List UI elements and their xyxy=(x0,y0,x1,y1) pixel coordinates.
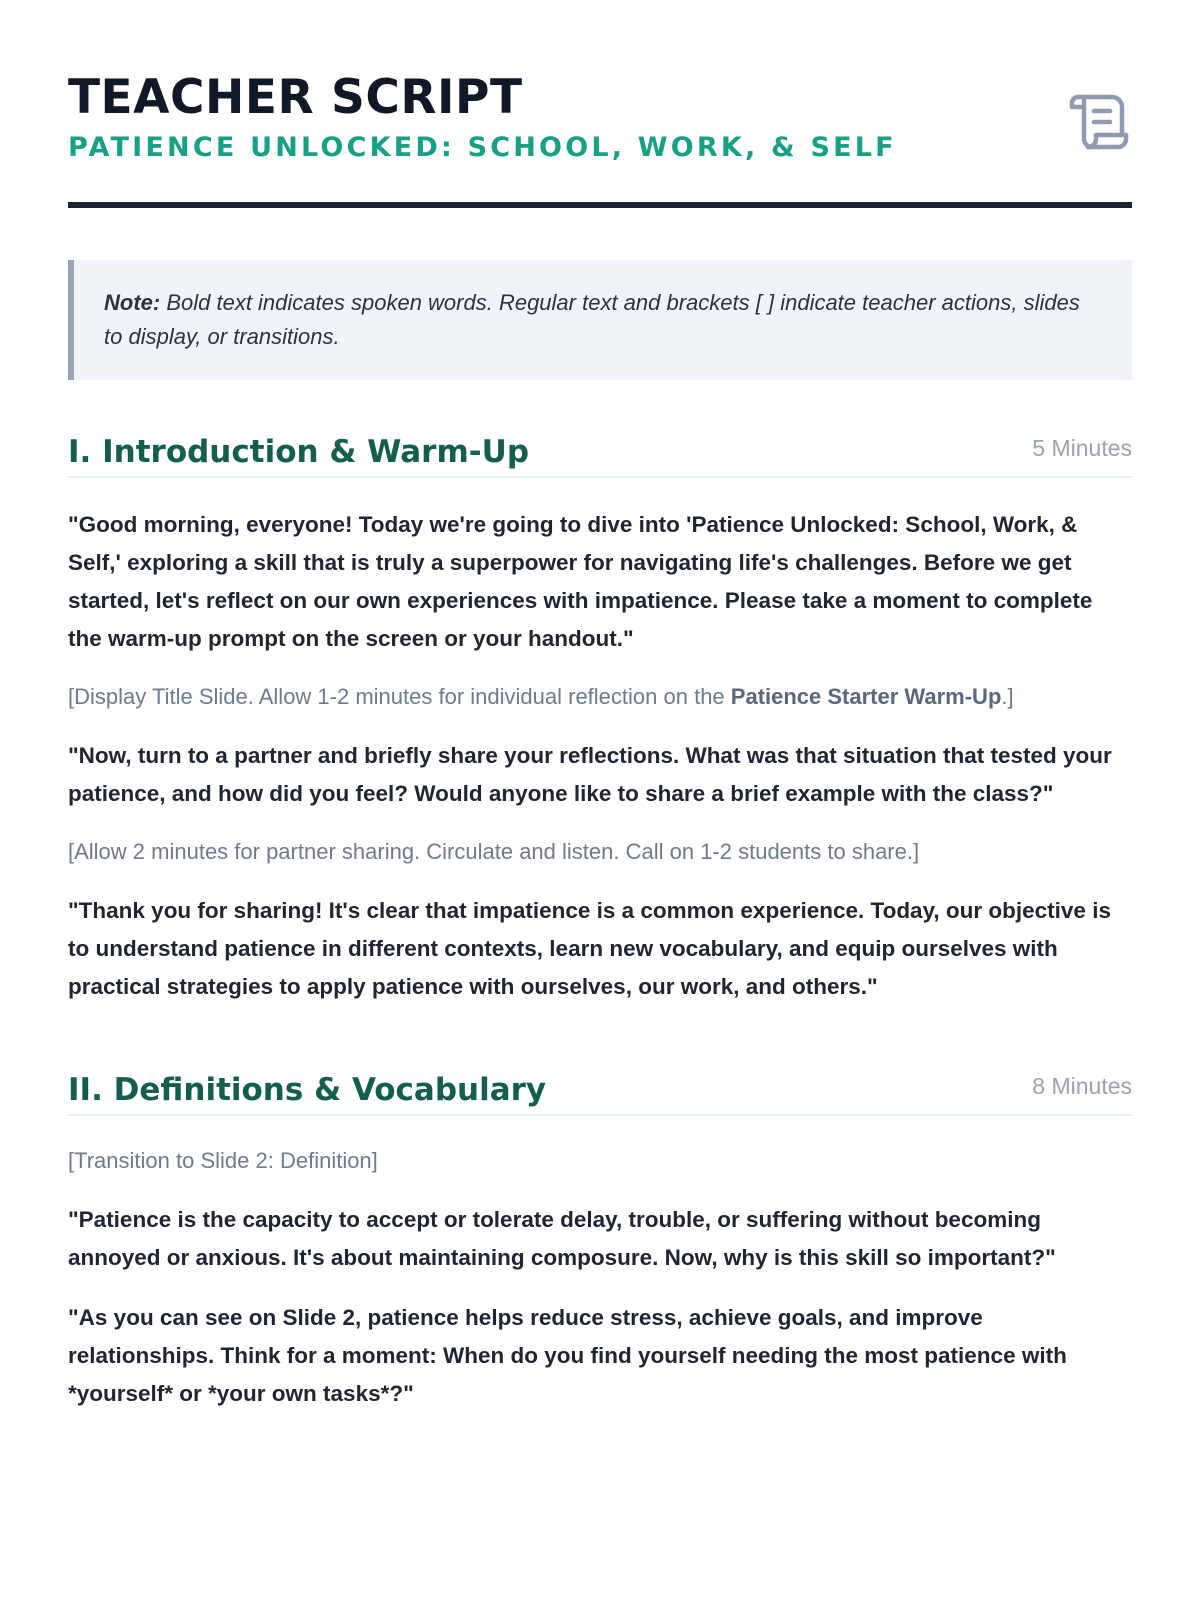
note-label: Note: xyxy=(104,290,161,315)
section-title: I. Introduction & Warm-Up xyxy=(68,434,530,470)
action-text-end: .] xyxy=(1001,684,1014,709)
document-header xyxy=(68,68,1132,208)
spoken-line: "Good morning, everyone! Today we're going to dive into 'Patience Unlocked: School, Work, & Self,' exploring a skill that is truly a superpower for navigating life's challenges. Before we get started, let's reflect on our own experiences with impatience. Please take a moment to complete the warm-up prompt on the screen or your handout." xyxy=(68,512,1093,651)
spoken-line: "As you can see on Slide 2, patience helps reduce stress, achieve goals, and improve relationships. Think for a moment: When do you find yourself needing the most patience with *yourself* or *your own tasks*?" xyxy=(68,1305,1067,1406)
section-definitions xyxy=(68,1070,1132,1413)
instructions-note xyxy=(68,260,1132,380)
document-subtitle: PATIENCE UNLOCKED: SCHOOL, WORK, & SELF xyxy=(68,132,897,163)
section-introduction xyxy=(68,432,1132,1006)
document-title: TEACHER SCRIPT xyxy=(68,70,523,125)
section-header xyxy=(68,432,1132,478)
section-duration: 8 Minutes xyxy=(1032,1073,1132,1099)
spoken-line: "Now, turn to a partner and briefly share your reflections. What was that situation that tested your patience, and how did you feel? Would anyone like to share a brief example with the class?" xyxy=(68,743,1112,806)
section-duration: 5 Minutes xyxy=(1032,435,1132,461)
spoken-line: "Thank you for sharing! It's clear that impatience is a common experience. Today, our objective is to understand patience in different contexts, learn new vocabulary, and equip ourselves with practical strategies to apply patience with ourselves, our work, and others." xyxy=(68,898,1111,999)
note-text: Bold text indicates spoken words. Regular text and brackets [ ] indicate teacher actions, slides to display, or transitions. xyxy=(104,290,1080,349)
teacher-action xyxy=(68,680,1132,713)
section-header xyxy=(68,1070,1132,1116)
teacher-action: [Transition to Slide 2: Definition] xyxy=(68,1148,378,1173)
teacher-action: [Allow 2 minutes for partner sharing. Circulate and listen. Call on 1-2 students to share.] xyxy=(68,839,920,864)
section-title: II. Definitions & Vocabulary xyxy=(68,1072,547,1108)
action-text: [Display Title Slide. Allow 1-2 minutes for individual reflection on the xyxy=(68,684,731,709)
scroll-icon xyxy=(1068,89,1132,153)
spoken-line: "Patience is the capacity to accept or tolerate delay, trouble, or suffering without becoming annoyed or anxious. It's about maintaining composure. Now, why is this skill so important?" xyxy=(68,1207,1056,1270)
action-highlight: Patience Starter Warm-Up xyxy=(730,684,1002,709)
